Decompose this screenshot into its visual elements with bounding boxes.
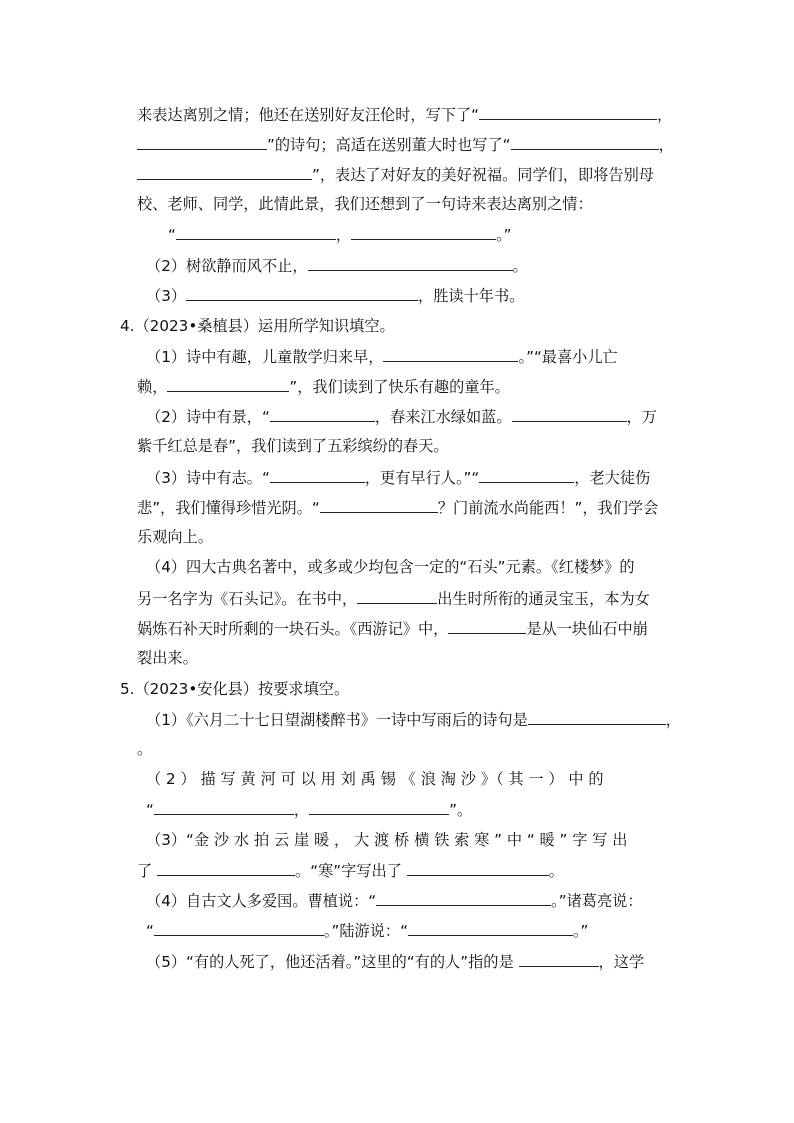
answer-blank[interactable] [448, 618, 526, 634]
text-line [146, 799, 472, 820]
text-line [146, 406, 657, 427]
text-segment: ，更有早行人。”“ [364, 469, 480, 487]
text-segment: （2）树欲静而风不止， [146, 257, 308, 275]
text-line [137, 648, 198, 668]
text-segment: 。” [572, 922, 589, 940]
text-line [137, 376, 510, 397]
answer-blank[interactable] [157, 860, 295, 876]
answer-blank[interactable] [519, 951, 599, 967]
text-segment: （1）诗中有趣，儿童散学归来早， [146, 348, 384, 366]
answer-blank[interactable] [308, 255, 513, 271]
text-segment: ”，表达了对好友的美好祝福。同学们，即将告别母 [312, 166, 654, 184]
text-segment: ， [335, 226, 352, 244]
text-line [137, 436, 449, 456]
text-segment: ”。 [449, 801, 473, 819]
answer-blank[interactable] [320, 497, 438, 513]
text-line [146, 920, 588, 941]
text-line [146, 285, 524, 306]
text-segment: （1）《六月二十七日望湖楼醉书》一诗中写雨后的诗句是 [146, 711, 528, 729]
text-segment: （4）自古文人多爱国。曹植说：“ [146, 892, 377, 910]
text-segment: 校、老师、同学，此情此景，我们还想到了一句诗来表达离别之情： [137, 195, 593, 213]
answer-blank[interactable] [176, 224, 336, 240]
answer-blank[interactable] [376, 890, 551, 906]
text-segment: （ 2 ） 描 写 黄 河 可 以 用 刘 禹 锡 《 浪 淘 沙 》（ 其 一 ） 中 的 [146, 770, 604, 788]
text-segment: 。” [496, 226, 512, 244]
answer-blank[interactable] [479, 104, 657, 120]
text-segment: （5）“有的人死了，他还活着。”这里的“有的人”指的是 [146, 953, 519, 971]
answer-blank[interactable] [357, 588, 437, 604]
answer-blank[interactable] [351, 224, 496, 240]
text-line [137, 497, 658, 518]
text-segment: ”的诗句；高适在送别董大时也写了“ [267, 136, 511, 154]
text-segment: 。 [137, 740, 153, 758]
text-segment: （3）“金 沙 水 拍 云 崖 暖 ， 大 渡 桥 横 铁 索 寒 ” 中 “ 暖 ” 字 写 出 [146, 831, 628, 849]
text-segment: ，老大徒伤 [574, 469, 651, 487]
text-segment: ”，我们读到了快乐有趣的童年。 [289, 378, 510, 396]
answer-blank[interactable] [154, 920, 324, 936]
text-line [146, 769, 604, 789]
text-line [137, 164, 654, 185]
text-segment: ，春来江水绿如蓝。 [374, 408, 512, 426]
answer-blank[interactable] [528, 709, 666, 725]
text-line [146, 346, 618, 367]
text-line [120, 316, 395, 336]
text-line [146, 255, 528, 276]
text-segment: ， [658, 136, 674, 154]
answer-blank[interactable] [383, 346, 518, 362]
text-line [120, 679, 349, 699]
answer-blank[interactable] [408, 920, 573, 936]
text-segment: 悲”，我们懂得珍惜光阴。“ [137, 499, 320, 517]
text-line [146, 709, 681, 730]
text-segment: （3）诗中有志。“ [146, 469, 270, 487]
answer-blank[interactable] [270, 406, 375, 422]
text-segment: 。“寒”字写出了 [295, 862, 407, 880]
answer-blank[interactable] [511, 134, 659, 150]
answer-blank[interactable] [479, 467, 574, 483]
text-segment: 来表达离别之情；他还在送别好友汪伦时，写下了“ [137, 106, 479, 124]
text-segment: ， [657, 106, 673, 124]
text-segment: ？门前流水尚能西！”，我们学会 [437, 499, 659, 517]
text-segment: （3） [146, 287, 187, 305]
text-line [146, 467, 650, 488]
text-segment: 出生时所衔的通灵宝玉，本为女 [437, 590, 650, 608]
text-segment: 紫千红总是春”，我们读到了五彩缤纷的春天。 [137, 437, 449, 455]
text-segment: 是从一块仙石中崩 [526, 620, 648, 638]
text-segment: 赖， [137, 378, 168, 396]
answer-blank[interactable] [137, 164, 312, 180]
text-line [137, 588, 650, 609]
answer-blank[interactable] [512, 406, 627, 422]
text-segment: 。”诸葛亮说： [551, 892, 643, 910]
text-segment: ，这学 [598, 953, 645, 971]
text-segment: 4.（2023•桑植县）运用所学知识填空。 [120, 317, 395, 335]
text-segment: “ [168, 226, 176, 244]
text-segment: “ [146, 922, 154, 940]
text-segment: 。 [548, 862, 564, 880]
text-segment: 了 [137, 862, 158, 880]
text-segment: 乐观向上。 [137, 528, 213, 546]
text-segment: 。 [512, 257, 528, 275]
text-line [146, 890, 643, 911]
text-line [137, 860, 564, 881]
text-segment: 。”陆游说：“ [323, 922, 408, 940]
text-line [137, 527, 213, 547]
text-segment: “ [146, 801, 154, 819]
text-line [168, 224, 512, 245]
answer-blank[interactable] [186, 285, 418, 301]
text-segment: 娲炼石补天时所剩的一块石头。《西游记》中， [137, 620, 449, 638]
answer-blank[interactable] [167, 376, 289, 392]
text-segment: ， [665, 711, 681, 729]
text-segment: （4）四大古典名著中，或多或少均包含一定的“石头”元素。《红楼梦》的 [146, 558, 635, 576]
answer-blank[interactable] [309, 799, 449, 815]
text-line [146, 951, 644, 972]
text-segment: ， [293, 801, 310, 819]
text-segment: ，胜读十年书。 [418, 287, 525, 305]
text-segment: ，万 [626, 408, 657, 426]
text-line [137, 618, 648, 639]
text-line [146, 830, 627, 850]
text-segment: 另一名字为《石头记》。在书中， [137, 590, 358, 608]
answer-blank[interactable] [137, 134, 267, 150]
text-segment: 5.（2023•安化县）按要求填空。 [120, 680, 350, 698]
answer-blank[interactable] [270, 467, 365, 483]
text-segment: 。”“最喜小儿亡 [518, 348, 618, 366]
answer-blank[interactable] [407, 860, 549, 876]
text-segment: （2）诗中有景，“ [146, 408, 270, 426]
text-line [137, 739, 152, 759]
text-line [137, 194, 593, 214]
text-line [137, 134, 674, 155]
text-line [146, 557, 635, 577]
text-segment: 裂出来。 [137, 649, 198, 667]
answer-blank[interactable] [154, 799, 294, 815]
text-line [137, 104, 672, 125]
